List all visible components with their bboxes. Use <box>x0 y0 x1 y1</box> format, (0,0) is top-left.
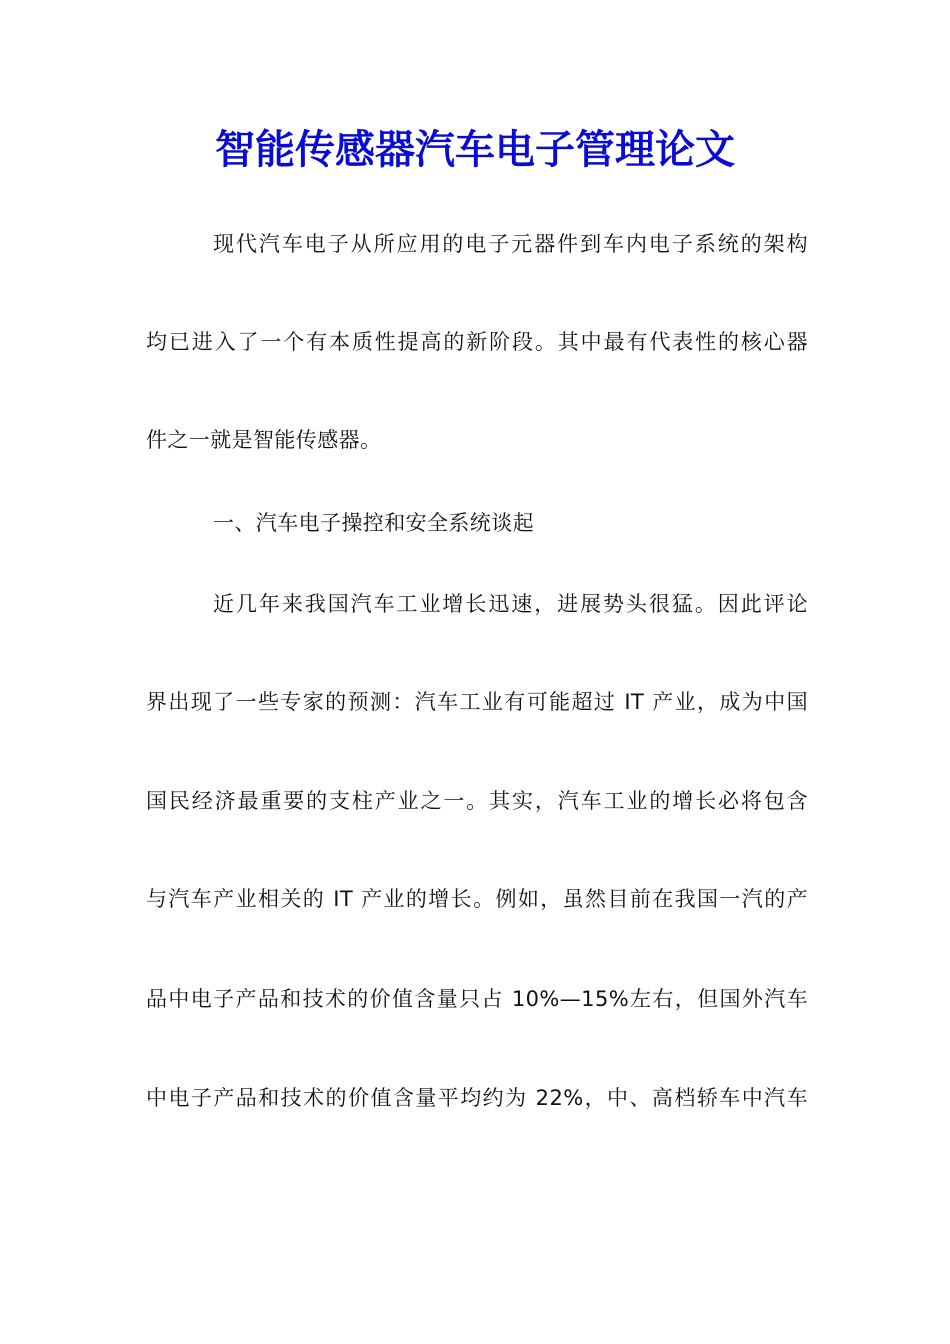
section-heading: 一、汽车电子操控和安全系统谈起 <box>213 511 534 535</box>
paragraph-1-line-3: 件之一就是智能传感器。 <box>146 428 382 452</box>
paragraph-1-line-1: 现代汽车电子从所应用的电子元器件到车内电子系统的架构 <box>213 232 808 256</box>
paragraph-2-line-2: 界出现了一些专家的预测：汽车工业有可能超过 IT 产业，成为中国 <box>146 690 808 714</box>
paragraph-2-line-1: 近几年来我国汽车工业增长迅速，进展势头很猛。因此评论 <box>213 592 808 616</box>
paragraph-2-line-6: 中电子产品和技术的价值含量平均约为 22%，中、高档轿车中汽车 <box>146 1086 808 1110</box>
paragraph-1-line-2: 均已进入了一个有本质性提高的新阶段。其中最有代表性的核心器 <box>146 330 808 354</box>
document-title: 智能传感器汽车电子管理论文 <box>215 126 735 173</box>
paragraph-2-line-4: 与汽车产业相关的 IT 产业的增长。例如，虽然目前在我国一汽的产 <box>146 887 808 911</box>
paragraph-2-line-3: 国民经济最重要的支柱产业之一。其实，汽车工业的增长必将包含 <box>146 789 808 813</box>
paragraph-2-line-5: 品中电子产品和技术的价值含量只占 10%—15%左右，但国外汽车 <box>146 987 808 1011</box>
